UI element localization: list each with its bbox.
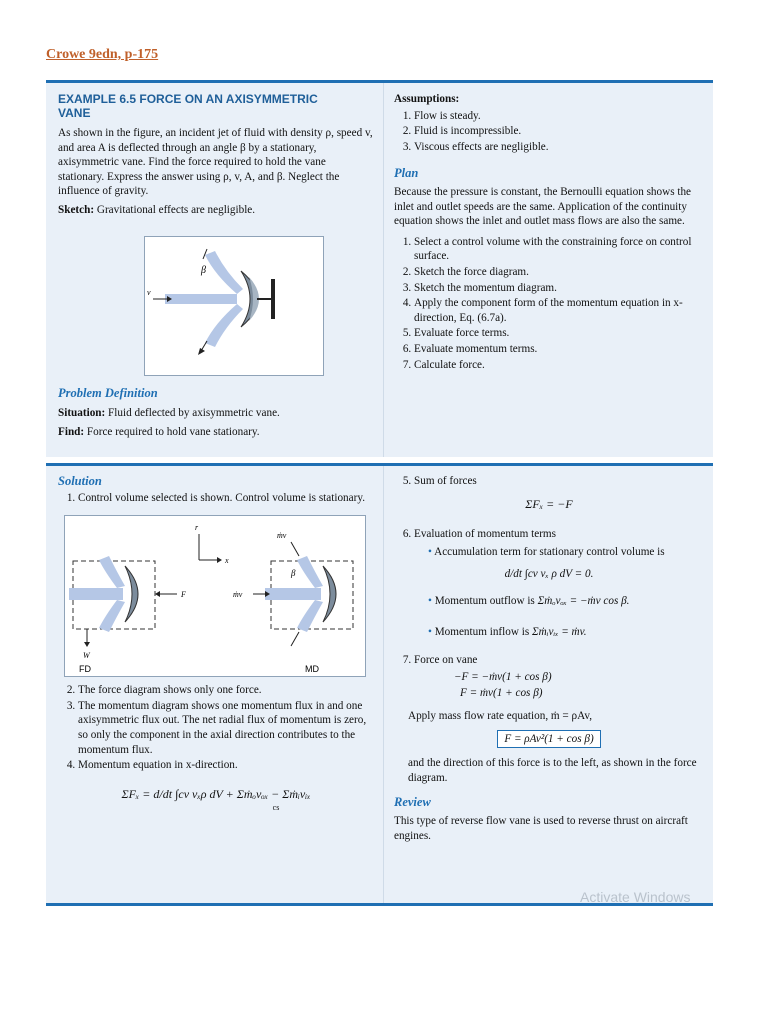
vane-sketch-figure bbox=[144, 236, 324, 376]
md-label: MD bbox=[305, 664, 319, 675]
list-item: 1. Flow is steady. bbox=[414, 109, 704, 124]
bullet-accumulation: • Accumulation term for stationary control volume is bbox=[428, 545, 704, 560]
axis-label-r: r bbox=[195, 523, 199, 533]
final-answer-box: F = ρAv²(1 + cos β) bbox=[497, 730, 600, 749]
solution-steps-c bbox=[394, 474, 704, 489]
fd-label-F: F bbox=[181, 590, 186, 600]
list-item: 7. Force on vane bbox=[414, 653, 704, 668]
md-label-mv-in: ṁv bbox=[233, 590, 243, 600]
assumptions-list bbox=[394, 109, 704, 155]
list-item: 1. Select a control volume with the constraining force on control surface. bbox=[414, 235, 704, 264]
solution-heading: Solution bbox=[58, 474, 102, 488]
find: Find: Force required to hold vane stationary. bbox=[58, 425, 260, 438]
sketch-note: Sketch: Gravitational effects are negligible. bbox=[58, 203, 256, 216]
review-heading: Review bbox=[394, 795, 431, 810]
bullet-inflow: • Momentum inflow is Σṁᵢvᵢₓ = ṁv. bbox=[428, 625, 704, 640]
list-item: 4. Apply the component form of the momentum equation in x-direction, Eq. (6.7a). bbox=[414, 296, 704, 325]
list-item: 5. Sum of forces bbox=[414, 474, 704, 489]
situation: Situation: Fluid deflected by axisymmetric vane. bbox=[58, 407, 280, 420]
fig-label-beta: β bbox=[201, 264, 206, 276]
windows-activation-watermark: Activate Windows bbox=[580, 889, 691, 905]
solution-steps-e bbox=[394, 653, 704, 668]
list-item: 6. Evaluate momentum terms. bbox=[414, 342, 704, 357]
example-title: EXAMPLE 6.5 FORCE ON AN AXISYMMETRIC VANE bbox=[58, 92, 318, 120]
list-item: 3. Viscous effects are negligible. bbox=[414, 140, 704, 155]
solution-right-column bbox=[394, 466, 704, 847]
force-equation-1: −F = −ṁv(1 + cos β) bbox=[454, 670, 552, 683]
example-left-column bbox=[58, 83, 374, 443]
fd-label-W: W bbox=[83, 651, 90, 661]
solution-left-column bbox=[58, 466, 374, 821]
list-item: 2. Sketch the force diagram. bbox=[414, 265, 704, 280]
fd-label: FD bbox=[79, 664, 91, 675]
solution-panel bbox=[46, 463, 713, 906]
solution-steps-b bbox=[58, 683, 374, 773]
md-label-mv-out: ṁv bbox=[277, 531, 287, 541]
problem-definition-heading: Problem Definition bbox=[58, 385, 158, 400]
list-item: 5. Evaluate force terms. bbox=[414, 326, 704, 341]
example-intro: As shown in the figure, an incident jet of fluid with density ρ, speed v, and area A is deflected through an angle β by a stationary, axisymmetric vane. Find the force required to hold the vane stationary. Express the answer using ρ, v, A, and β. Neglect the influence of gravity. bbox=[58, 127, 373, 198]
fig-label-v: v bbox=[147, 287, 151, 297]
header-citation: Crowe 9edn, p-175 bbox=[46, 47, 159, 62]
plan-steps bbox=[394, 235, 704, 372]
plan-text: Because the pressure is constant, the Bernoulli equation shows the inlet and outlet speeds are the same. Application of the continuity equation shows the inlet and outlet mass flows are also the same. bbox=[394, 185, 692, 228]
mass-flow-text: Apply mass flow rate equation, ṁ = ρAv, bbox=[408, 709, 593, 722]
assumptions-heading: Assumptions: bbox=[394, 93, 460, 105]
direction-text: and the direction of this force is to the left, as shown in the force diagram. bbox=[408, 757, 697, 784]
list-item: 2. The force diagram shows only one force. bbox=[78, 683, 374, 698]
list-item: 3. The momentum diagram shows one momentum flux in and one axisymmetric flux out. The net radial flux of momentum is zero, so only the component in the axial direction contributes to the momentum flux. bbox=[78, 699, 374, 757]
md-label-beta: β bbox=[291, 568, 296, 579]
plan-heading: Plan bbox=[394, 166, 419, 181]
list-item: 1. Control volume selected is shown. Control volume is stationary. bbox=[78, 491, 374, 506]
forces-equation: ΣFₓ = −F bbox=[525, 496, 573, 511]
solution-steps-a bbox=[58, 491, 374, 506]
final-equation bbox=[394, 730, 704, 749]
list-item: 2. Fluid is incompressible. bbox=[414, 124, 704, 139]
list-item: 4. Momentum equation in x-direction. bbox=[78, 758, 374, 773]
accumulation-equation: d/dt ∫cv vₓ ρ dV = 0. bbox=[504, 568, 594, 581]
cv-diagram-figure bbox=[64, 515, 366, 677]
list-item: 6. Evaluation of momentum terms bbox=[414, 527, 704, 542]
review-text: This type of reverse flow vane is used to reverse thrust on aircraft engines. bbox=[394, 814, 688, 842]
solution-steps-d bbox=[394, 527, 704, 542]
list-item: 7. Calculate force. bbox=[414, 358, 704, 373]
example-panel bbox=[46, 80, 713, 457]
force-equation-2: F = ṁv(1 + cos β) bbox=[460, 687, 543, 700]
example-right-column bbox=[394, 83, 704, 374]
momentum-equation: ΣFₓ = d/dt ∫cv vₓρ dV + Σṁₒvₒₓ − Σṁᵢvᵢₓ cs bbox=[121, 786, 311, 813]
list-item: 3. Sketch the momentum diagram. bbox=[414, 281, 704, 296]
axis-label-x: x bbox=[225, 556, 229, 566]
bullet-outflow: • Momentum outflow is Σṁₒvₒₓ = −ṁv cos β. bbox=[428, 594, 704, 609]
